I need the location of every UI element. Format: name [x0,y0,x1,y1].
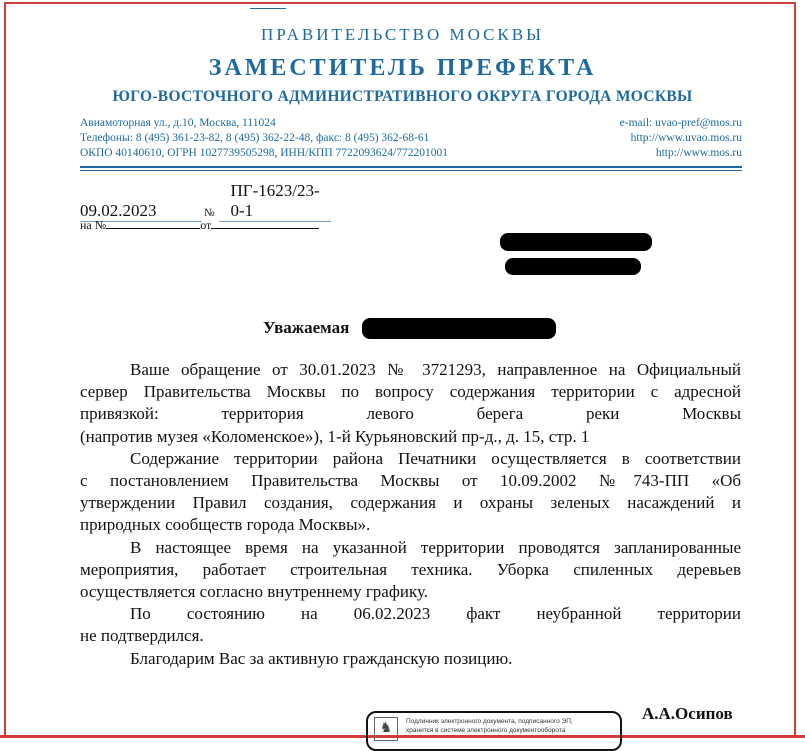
website-mos: http://www.mos.ru [655,147,742,159]
department-title: ЗАМЕСТИТЕЛЬ ПРЕФЕКТА [208,55,597,81]
paragraph-line: с постановлением Правительства Москвы от 10.09.2002 №743-ПП «Об [80,471,741,491]
paragraph-line: (напротив музея «Коломенское»), 1-й Курьяновский пр-д., д. 15, стр. 1 [80,426,590,446]
paragraph-line: Благодарим Вас за активную гражданскую позицию. [130,648,513,668]
paragraph-line: Содержание территории района Печатники осуществляется в соответствии [130,448,741,468]
email: e-mail: uvao-pref@mos.ru [619,117,742,129]
salutation: Уважаемая [263,318,350,337]
header-divider-thin [80,170,742,171]
website-uvao: http://www.uvao.mos.ru [630,132,742,144]
registration-line [80,181,331,223]
paragraph-line: утверждении Правил создания, содержания и охраны зеленых насаждений и [80,493,741,513]
government-title: ПРАВИТЕЛЬСТВО МОСКВЫ [261,25,544,44]
paragraph-line: природных сообществ города Москвы». [80,515,371,535]
moscow-coat-of-arms-icon: ♞ [374,717,398,741]
paragraph-line: привязкой: территория левого берега реки Москвы [80,404,741,424]
number-label: № [204,207,215,219]
paragraph-line: По состоянию на 06.02.2023 факт неубранной территории [130,604,741,624]
header-divider [80,166,742,168]
paragraph-line: Ваше обращение от 30.01.2023 № 3721293, направленное на Официальный [130,360,741,379]
doc-number: ПГ-1623/23-0-1 [219,181,331,222]
stamp-text-2: хранится в системе электронного документооборота [406,727,566,734]
redacted-recipient-address [505,258,641,275]
ref-number-blank [106,228,200,229]
paragraph-line: не подтвердился. [80,626,204,646]
paragraph-line: осуществляется согласно внутреннему графику. [80,582,429,602]
redacted-recipient-name [500,233,652,251]
registry-codes: ОКПО 40140610, ОГРН 1027739505298, ИНН/КПП 7722093624/772201001 [80,147,448,159]
doc-date: 09.02.2023 [80,201,202,222]
reference-line [80,218,319,232]
signatory-name: А.А.Осипов [642,704,733,723]
redacted-salutation-name [362,318,556,339]
phones: Телефоны: 8 (495) 361-23-82, 8 (495) 362-22-48, факс: 8 (495) 362-68-61 [80,132,430,144]
contacts-block [80,116,742,161]
address: Авиамоторная ул., д.10, Москва, 111024 [80,117,276,129]
ref-from-label: от [200,218,212,232]
letter-body [80,359,741,670]
stamp-text-1: Подлинник электронного документа, подписанного ЭП, [406,718,573,725]
paragraph-line: В настоящее время на указанной территории проводятся запланированные [130,537,741,557]
ref-number-label: на № [80,218,107,232]
electronic-signature-stamp [366,711,622,751]
ref-date-blank [211,228,319,229]
paragraph-line: сервер Правительства Москвы по вопросу содержания территории с адресной [80,382,741,402]
okrug-title: ЮГО-ВОСТОЧНОГО АДМИНИСТРАТИВНОГО ОКРУГА ГОРОДА МОСКВЫ [112,88,693,105]
paragraph-line: мероприятия, работает строительная техника. Уборка спиленных деревьев [80,559,741,579]
header-ornament [250,4,286,9]
